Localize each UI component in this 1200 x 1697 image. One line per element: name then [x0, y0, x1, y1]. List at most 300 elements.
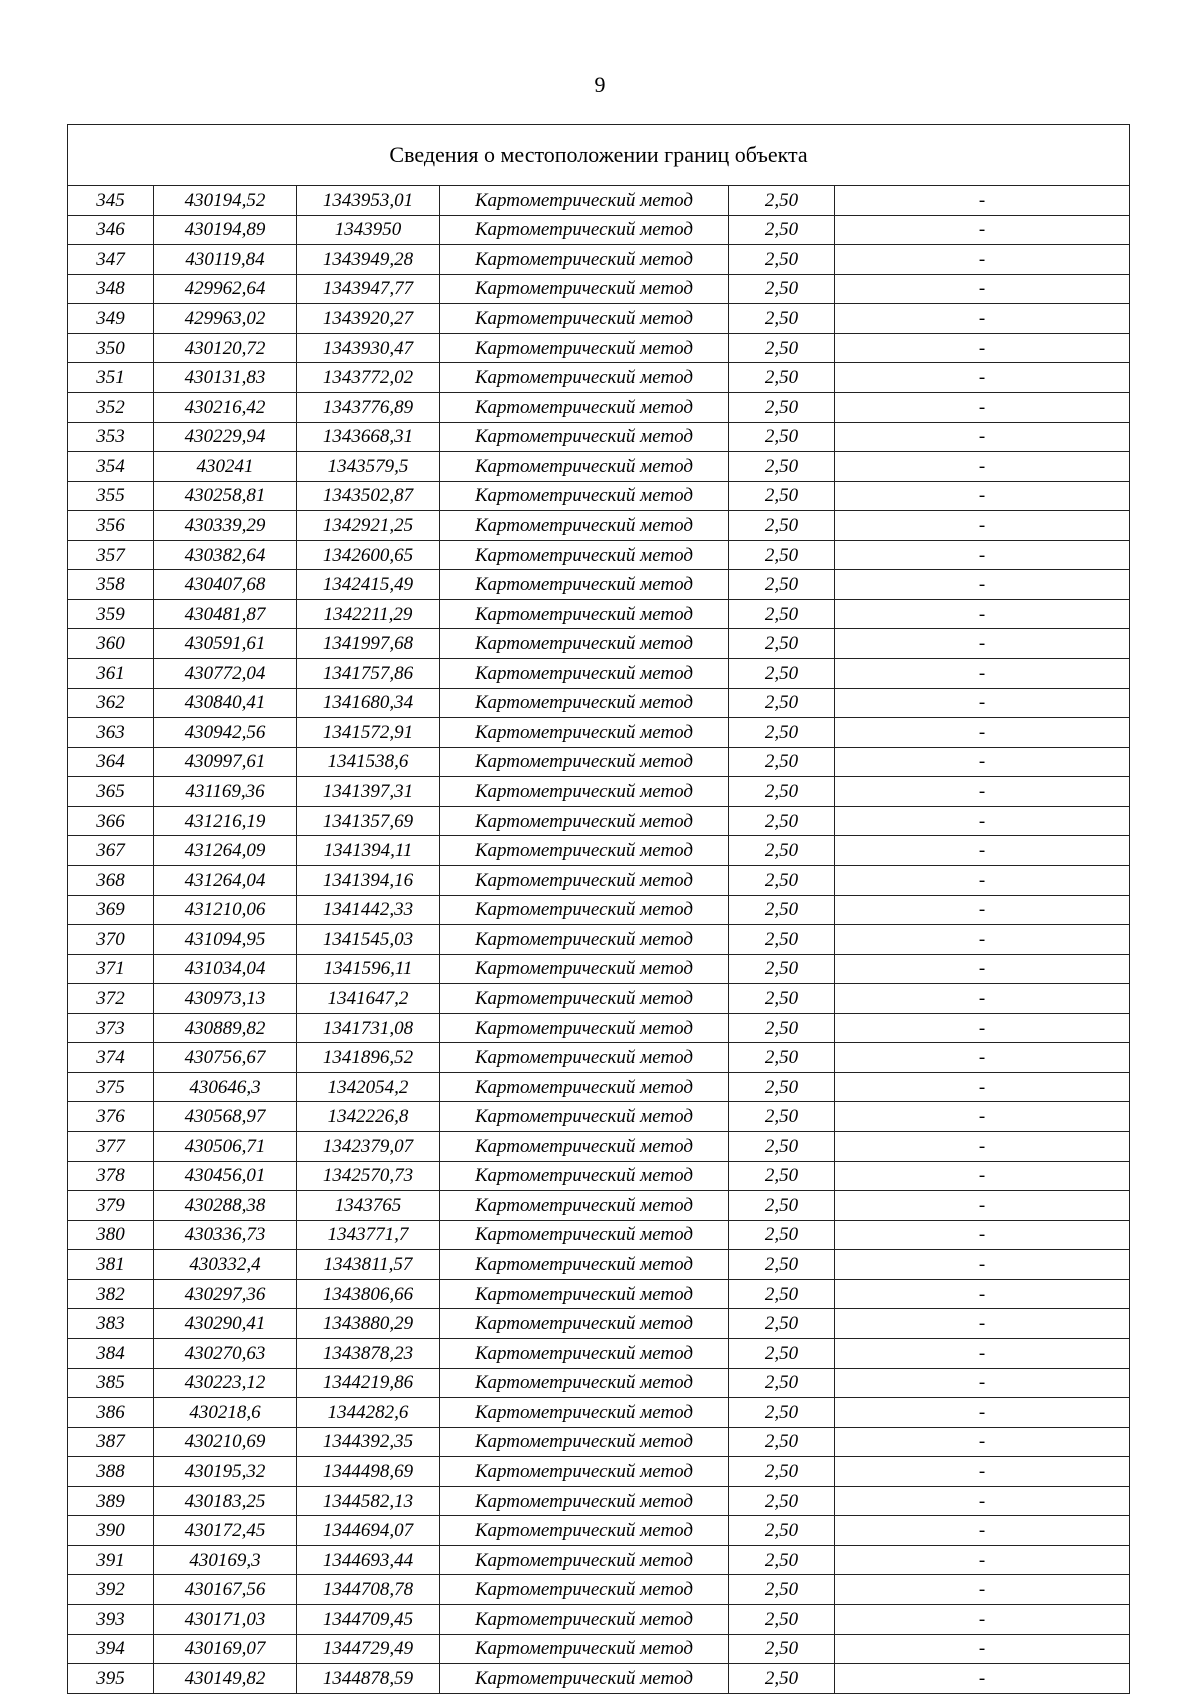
- x-coordinate-cell: 430840,41: [154, 688, 297, 718]
- method-cell: Картометрический метод: [440, 363, 729, 393]
- y-coordinate-cell: 1341545,03: [297, 925, 440, 955]
- y-coordinate-cell: 1344392,35: [297, 1427, 440, 1457]
- description-cell: -: [835, 1250, 1130, 1280]
- accuracy-cell: 2,50: [729, 747, 835, 777]
- point-number-cell: 387: [68, 1427, 154, 1457]
- y-coordinate-cell: 1344878,59: [297, 1664, 440, 1694]
- table-row: [68, 215, 1130, 245]
- accuracy-cell: 2,50: [729, 422, 835, 452]
- method-cell: Картометрический метод: [440, 1072, 729, 1102]
- description-cell: -: [835, 1427, 1130, 1457]
- description-cell: -: [835, 1279, 1130, 1309]
- accuracy-cell: 2,50: [729, 718, 835, 748]
- x-coordinate-cell: 430756,67: [154, 1043, 297, 1073]
- y-coordinate-cell: 1343947,77: [297, 274, 440, 304]
- method-cell: Картометрический метод: [440, 1161, 729, 1191]
- table-row: [68, 1279, 1130, 1309]
- description-cell: -: [835, 481, 1130, 511]
- point-number-cell: 370: [68, 925, 154, 955]
- table-row: [68, 718, 1130, 748]
- table-row: [68, 688, 1130, 718]
- x-coordinate-cell: 430997,61: [154, 747, 297, 777]
- method-cell: Картометрический метод: [440, 1338, 729, 1368]
- method-cell: Картометрический метод: [440, 304, 729, 334]
- point-number-cell: 378: [68, 1161, 154, 1191]
- table-row: [68, 984, 1130, 1014]
- point-number-cell: 374: [68, 1043, 154, 1073]
- accuracy-cell: 2,50: [729, 865, 835, 895]
- description-cell: -: [835, 718, 1130, 748]
- accuracy-cell: 2,50: [729, 1043, 835, 1073]
- accuracy-cell: 2,50: [729, 1457, 835, 1487]
- accuracy-cell: 2,50: [729, 1634, 835, 1664]
- method-cell: Картометрический метод: [440, 777, 729, 807]
- accuracy-cell: 2,50: [729, 895, 835, 925]
- point-number-cell: 394: [68, 1634, 154, 1664]
- method-cell: Картометрический метод: [440, 629, 729, 659]
- accuracy-cell: 2,50: [729, 1191, 835, 1221]
- x-coordinate-cell: 430332,4: [154, 1250, 297, 1280]
- point-number-cell: 379: [68, 1191, 154, 1221]
- y-coordinate-cell: 1344498,69: [297, 1457, 440, 1487]
- x-coordinate-cell: 430195,32: [154, 1457, 297, 1487]
- y-coordinate-cell: 1341757,86: [297, 659, 440, 689]
- accuracy-cell: 2,50: [729, 836, 835, 866]
- description-cell: -: [835, 954, 1130, 984]
- point-number-cell: 372: [68, 984, 154, 1014]
- method-cell: Картометрический метод: [440, 1486, 729, 1516]
- accuracy-cell: 2,50: [729, 1398, 835, 1428]
- x-coordinate-cell: 431264,04: [154, 865, 297, 895]
- accuracy-cell: 2,50: [729, 1605, 835, 1635]
- method-cell: Картометрический метод: [440, 1191, 729, 1221]
- x-coordinate-cell: 430258,81: [154, 481, 297, 511]
- accuracy-cell: 2,50: [729, 1013, 835, 1043]
- accuracy-cell: 2,50: [729, 1545, 835, 1575]
- method-cell: Картометрический метод: [440, 718, 729, 748]
- description-cell: -: [835, 1634, 1130, 1664]
- x-coordinate-cell: 430336,73: [154, 1220, 297, 1250]
- y-coordinate-cell: 1343949,28: [297, 245, 440, 275]
- description-cell: -: [835, 659, 1130, 689]
- x-coordinate-cell: 431169,36: [154, 777, 297, 807]
- accuracy-cell: 2,50: [729, 1220, 835, 1250]
- point-number-cell: 376: [68, 1102, 154, 1132]
- description-cell: -: [835, 274, 1130, 304]
- y-coordinate-cell: 1341538,6: [297, 747, 440, 777]
- description-cell: -: [835, 865, 1130, 895]
- point-number-cell: 381: [68, 1250, 154, 1280]
- x-coordinate-cell: 431264,09: [154, 836, 297, 866]
- table-row: [68, 1368, 1130, 1398]
- description-cell: -: [835, 422, 1130, 452]
- x-coordinate-cell: 430229,94: [154, 422, 297, 452]
- y-coordinate-cell: 1341394,16: [297, 865, 440, 895]
- point-number-cell: 358: [68, 570, 154, 600]
- description-cell: -: [835, 1545, 1130, 1575]
- x-coordinate-cell: 431034,04: [154, 954, 297, 984]
- description-cell: -: [835, 1605, 1130, 1635]
- point-number-cell: 347: [68, 245, 154, 275]
- point-number-cell: 384: [68, 1338, 154, 1368]
- y-coordinate-cell: 1343953,01: [297, 186, 440, 216]
- description-cell: -: [835, 984, 1130, 1014]
- table-row: [68, 570, 1130, 600]
- x-coordinate-cell: 430223,12: [154, 1368, 297, 1398]
- accuracy-cell: 2,50: [729, 1102, 835, 1132]
- accuracy-cell: 2,50: [729, 599, 835, 629]
- accuracy-cell: 2,50: [729, 1575, 835, 1605]
- point-number-cell: 348: [68, 274, 154, 304]
- accuracy-cell: 2,50: [729, 452, 835, 482]
- method-cell: Картометрический метод: [440, 540, 729, 570]
- accuracy-cell: 2,50: [729, 481, 835, 511]
- table-row: [68, 1545, 1130, 1575]
- table-row: [68, 1605, 1130, 1635]
- x-coordinate-cell: 430210,69: [154, 1427, 297, 1457]
- method-cell: Картометрический метод: [440, 481, 729, 511]
- y-coordinate-cell: 1341896,52: [297, 1043, 440, 1073]
- point-number-cell: 371: [68, 954, 154, 984]
- point-number-cell: 366: [68, 806, 154, 836]
- y-coordinate-cell: 1344708,78: [297, 1575, 440, 1605]
- x-coordinate-cell: 430218,6: [154, 1398, 297, 1428]
- point-number-cell: 386: [68, 1398, 154, 1428]
- method-cell: Картометрический метод: [440, 1457, 729, 1487]
- table-row: [68, 1398, 1130, 1428]
- x-coordinate-cell: 430172,45: [154, 1516, 297, 1546]
- y-coordinate-cell: 1341394,11: [297, 836, 440, 866]
- y-coordinate-cell: 1341647,2: [297, 984, 440, 1014]
- y-coordinate-cell: 1343765: [297, 1191, 440, 1221]
- method-cell: Картометрический метод: [440, 1132, 729, 1162]
- y-coordinate-cell: 1343776,89: [297, 392, 440, 422]
- table-row: [68, 895, 1130, 925]
- point-number-cell: 349: [68, 304, 154, 334]
- y-coordinate-cell: 1343950: [297, 215, 440, 245]
- description-cell: -: [835, 1486, 1130, 1516]
- accuracy-cell: 2,50: [729, 688, 835, 718]
- method-cell: Картометрический метод: [440, 895, 729, 925]
- table-caption: Сведения о местоположении границ объекта: [68, 125, 1130, 186]
- table-row: [68, 422, 1130, 452]
- table-row: [68, 659, 1130, 689]
- accuracy-cell: 2,50: [729, 629, 835, 659]
- table-row: [68, 481, 1130, 511]
- method-cell: Картометрический метод: [440, 1309, 729, 1339]
- method-cell: Картометрический метод: [440, 836, 729, 866]
- point-number-cell: 354: [68, 452, 154, 482]
- method-cell: Картометрический метод: [440, 186, 729, 216]
- table-row: [68, 363, 1130, 393]
- method-cell: Картометрический метод: [440, 925, 729, 955]
- table-row: [68, 1457, 1130, 1487]
- point-number-cell: 369: [68, 895, 154, 925]
- description-cell: -: [835, 1457, 1130, 1487]
- point-number-cell: 391: [68, 1545, 154, 1575]
- table-row: [68, 392, 1130, 422]
- y-coordinate-cell: 1341397,31: [297, 777, 440, 807]
- description-cell: -: [835, 570, 1130, 600]
- table-row: [68, 1043, 1130, 1073]
- point-number-cell: 361: [68, 659, 154, 689]
- table-row: [68, 1220, 1130, 1250]
- table-row: [68, 245, 1130, 275]
- y-coordinate-cell: 1342415,49: [297, 570, 440, 600]
- x-coordinate-cell: 430169,3: [154, 1545, 297, 1575]
- point-number-cell: 356: [68, 511, 154, 541]
- x-coordinate-cell: 430591,61: [154, 629, 297, 659]
- table-row: [68, 925, 1130, 955]
- accuracy-cell: 2,50: [729, 333, 835, 363]
- table-caption-row: [68, 125, 1130, 186]
- x-coordinate-cell: 430481,87: [154, 599, 297, 629]
- method-cell: Картометрический метод: [440, 1279, 729, 1309]
- x-coordinate-cell: 430506,71: [154, 1132, 297, 1162]
- description-cell: -: [835, 1398, 1130, 1428]
- accuracy-cell: 2,50: [729, 392, 835, 422]
- method-cell: Картометрический метод: [440, 984, 729, 1014]
- description-cell: -: [835, 895, 1130, 925]
- x-coordinate-cell: 430646,3: [154, 1072, 297, 1102]
- y-coordinate-cell: 1341596,11: [297, 954, 440, 984]
- table-row: [68, 836, 1130, 866]
- point-number-cell: 350: [68, 333, 154, 363]
- accuracy-cell: 2,50: [729, 363, 835, 393]
- accuracy-cell: 2,50: [729, 1427, 835, 1457]
- y-coordinate-cell: 1344729,49: [297, 1634, 440, 1664]
- description-cell: -: [835, 304, 1130, 334]
- point-number-cell: 367: [68, 836, 154, 866]
- point-number-cell: 351: [68, 363, 154, 393]
- x-coordinate-cell: 430270,63: [154, 1338, 297, 1368]
- accuracy-cell: 2,50: [729, 954, 835, 984]
- method-cell: Картометрический метод: [440, 333, 729, 363]
- point-number-cell: 388: [68, 1457, 154, 1487]
- point-number-cell: 389: [68, 1486, 154, 1516]
- y-coordinate-cell: 1341357,69: [297, 806, 440, 836]
- point-number-cell: 345: [68, 186, 154, 216]
- x-coordinate-cell: 430169,07: [154, 1634, 297, 1664]
- point-number-cell: 393: [68, 1605, 154, 1635]
- y-coordinate-cell: 1343502,87: [297, 481, 440, 511]
- table-row: [68, 1013, 1130, 1043]
- accuracy-cell: 2,50: [729, 570, 835, 600]
- x-coordinate-cell: 430167,56: [154, 1575, 297, 1605]
- table-row: [68, 274, 1130, 304]
- y-coordinate-cell: 1343771,7: [297, 1220, 440, 1250]
- table-row: [68, 452, 1130, 482]
- y-coordinate-cell: 1343668,31: [297, 422, 440, 452]
- table-row: [68, 1486, 1130, 1516]
- x-coordinate-cell: 430568,97: [154, 1102, 297, 1132]
- description-cell: -: [835, 777, 1130, 807]
- description-cell: -: [835, 1368, 1130, 1398]
- y-coordinate-cell: 1344219,86: [297, 1368, 440, 1398]
- accuracy-cell: 2,50: [729, 186, 835, 216]
- x-coordinate-cell: 430973,13: [154, 984, 297, 1014]
- point-number-cell: 359: [68, 599, 154, 629]
- method-cell: Картометрический метод: [440, 1664, 729, 1694]
- table-row: [68, 1250, 1130, 1280]
- x-coordinate-cell: 430772,04: [154, 659, 297, 689]
- method-cell: Картометрический метод: [440, 747, 729, 777]
- y-coordinate-cell: 1343806,66: [297, 1279, 440, 1309]
- x-coordinate-cell: 430120,72: [154, 333, 297, 363]
- description-cell: -: [835, 392, 1130, 422]
- method-cell: Картометрический метод: [440, 599, 729, 629]
- method-cell: Картометрический метод: [440, 865, 729, 895]
- point-number-cell: 355: [68, 481, 154, 511]
- method-cell: Картометрический метод: [440, 1427, 729, 1457]
- accuracy-cell: 2,50: [729, 1132, 835, 1162]
- accuracy-cell: 2,50: [729, 777, 835, 807]
- method-cell: Картометрический метод: [440, 1545, 729, 1575]
- method-cell: Картометрический метод: [440, 511, 729, 541]
- method-cell: Картометрический метод: [440, 1102, 729, 1132]
- point-number-cell: 382: [68, 1279, 154, 1309]
- x-coordinate-cell: 430382,64: [154, 540, 297, 570]
- description-cell: -: [835, 1043, 1130, 1073]
- point-number-cell: 375: [68, 1072, 154, 1102]
- table-row: [68, 1161, 1130, 1191]
- description-cell: -: [835, 215, 1130, 245]
- table-body: [68, 125, 1130, 1694]
- method-cell: Картометрический метод: [440, 1220, 729, 1250]
- method-cell: Картометрический метод: [440, 274, 729, 304]
- description-cell: -: [835, 452, 1130, 482]
- description-cell: -: [835, 806, 1130, 836]
- x-coordinate-cell: 430119,84: [154, 245, 297, 275]
- x-coordinate-cell: 430290,41: [154, 1309, 297, 1339]
- point-number-cell: 357: [68, 540, 154, 570]
- table-row: [68, 777, 1130, 807]
- accuracy-cell: 2,50: [729, 274, 835, 304]
- x-coordinate-cell: 430216,42: [154, 392, 297, 422]
- point-number-cell: 353: [68, 422, 154, 452]
- method-cell: Картометрический метод: [440, 1250, 729, 1280]
- point-number-cell: 362: [68, 688, 154, 718]
- table-row: [68, 540, 1130, 570]
- method-cell: Картометрический метод: [440, 1043, 729, 1073]
- y-coordinate-cell: 1344282,6: [297, 1398, 440, 1428]
- table-row: [68, 1072, 1130, 1102]
- y-coordinate-cell: 1341572,91: [297, 718, 440, 748]
- point-number-cell: 364: [68, 747, 154, 777]
- y-coordinate-cell: 1344709,45: [297, 1605, 440, 1635]
- x-coordinate-cell: 430297,36: [154, 1279, 297, 1309]
- accuracy-cell: 2,50: [729, 1368, 835, 1398]
- accuracy-cell: 2,50: [729, 1338, 835, 1368]
- boundary-coordinates-table: [67, 124, 1130, 1694]
- accuracy-cell: 2,50: [729, 1161, 835, 1191]
- accuracy-cell: 2,50: [729, 925, 835, 955]
- table-row: [68, 954, 1130, 984]
- accuracy-cell: 2,50: [729, 984, 835, 1014]
- y-coordinate-cell: 1344693,44: [297, 1545, 440, 1575]
- accuracy-cell: 2,50: [729, 1250, 835, 1280]
- description-cell: -: [835, 836, 1130, 866]
- accuracy-cell: 2,50: [729, 215, 835, 245]
- x-coordinate-cell: 430241: [154, 452, 297, 482]
- y-coordinate-cell: 1343772,02: [297, 363, 440, 393]
- y-coordinate-cell: 1342570,73: [297, 1161, 440, 1191]
- description-cell: -: [835, 1132, 1130, 1162]
- method-cell: Картометрический метод: [440, 688, 729, 718]
- accuracy-cell: 2,50: [729, 540, 835, 570]
- accuracy-cell: 2,50: [729, 1072, 835, 1102]
- table-row: [68, 1516, 1130, 1546]
- point-number-cell: 363: [68, 718, 154, 748]
- table-row: [68, 747, 1130, 777]
- table-row: [68, 304, 1130, 334]
- method-cell: Картометрический метод: [440, 1398, 729, 1428]
- method-cell: Картометрический метод: [440, 1368, 729, 1398]
- description-cell: -: [835, 186, 1130, 216]
- method-cell: Картометрический метод: [440, 806, 729, 836]
- point-number-cell: 365: [68, 777, 154, 807]
- description-cell: -: [835, 925, 1130, 955]
- table-row: [68, 1427, 1130, 1457]
- description-cell: -: [835, 511, 1130, 541]
- accuracy-cell: 2,50: [729, 1486, 835, 1516]
- method-cell: Картометрический метод: [440, 1575, 729, 1605]
- method-cell: Картометрический метод: [440, 659, 729, 689]
- point-number-cell: 360: [68, 629, 154, 659]
- accuracy-cell: 2,50: [729, 659, 835, 689]
- method-cell: Картометрический метод: [440, 392, 729, 422]
- table-row: [68, 333, 1130, 363]
- x-coordinate-cell: 430942,56: [154, 718, 297, 748]
- y-coordinate-cell: 1342600,65: [297, 540, 440, 570]
- description-cell: -: [835, 629, 1130, 659]
- description-cell: -: [835, 1516, 1130, 1546]
- method-cell: Картометрический метод: [440, 422, 729, 452]
- table-row: [68, 806, 1130, 836]
- table-row: [68, 1102, 1130, 1132]
- y-coordinate-cell: 1341442,33: [297, 895, 440, 925]
- point-number-cell: 368: [68, 865, 154, 895]
- description-cell: -: [835, 1013, 1130, 1043]
- description-cell: -: [835, 688, 1130, 718]
- y-coordinate-cell: 1341731,08: [297, 1013, 440, 1043]
- point-number-cell: 383: [68, 1309, 154, 1339]
- point-number-cell: 395: [68, 1664, 154, 1694]
- description-cell: -: [835, 333, 1130, 363]
- accuracy-cell: 2,50: [729, 1279, 835, 1309]
- description-cell: -: [835, 747, 1130, 777]
- table-row: [68, 1634, 1130, 1664]
- table-row: [68, 865, 1130, 895]
- y-coordinate-cell: 1342054,2: [297, 1072, 440, 1102]
- y-coordinate-cell: 1343930,47: [297, 333, 440, 363]
- x-coordinate-cell: 430889,82: [154, 1013, 297, 1043]
- table-row: [68, 1191, 1130, 1221]
- x-coordinate-cell: 429963,02: [154, 304, 297, 334]
- y-coordinate-cell: 1342226,8: [297, 1102, 440, 1132]
- description-cell: -: [835, 1220, 1130, 1250]
- point-number-cell: 390: [68, 1516, 154, 1546]
- description-cell: -: [835, 1102, 1130, 1132]
- description-cell: -: [835, 1072, 1130, 1102]
- accuracy-cell: 2,50: [729, 1309, 835, 1339]
- point-number-cell: 352: [68, 392, 154, 422]
- y-coordinate-cell: 1343920,27: [297, 304, 440, 334]
- y-coordinate-cell: 1342211,29: [297, 599, 440, 629]
- y-coordinate-cell: 1341680,34: [297, 688, 440, 718]
- y-coordinate-cell: 1343579,5: [297, 452, 440, 482]
- description-cell: -: [835, 1338, 1130, 1368]
